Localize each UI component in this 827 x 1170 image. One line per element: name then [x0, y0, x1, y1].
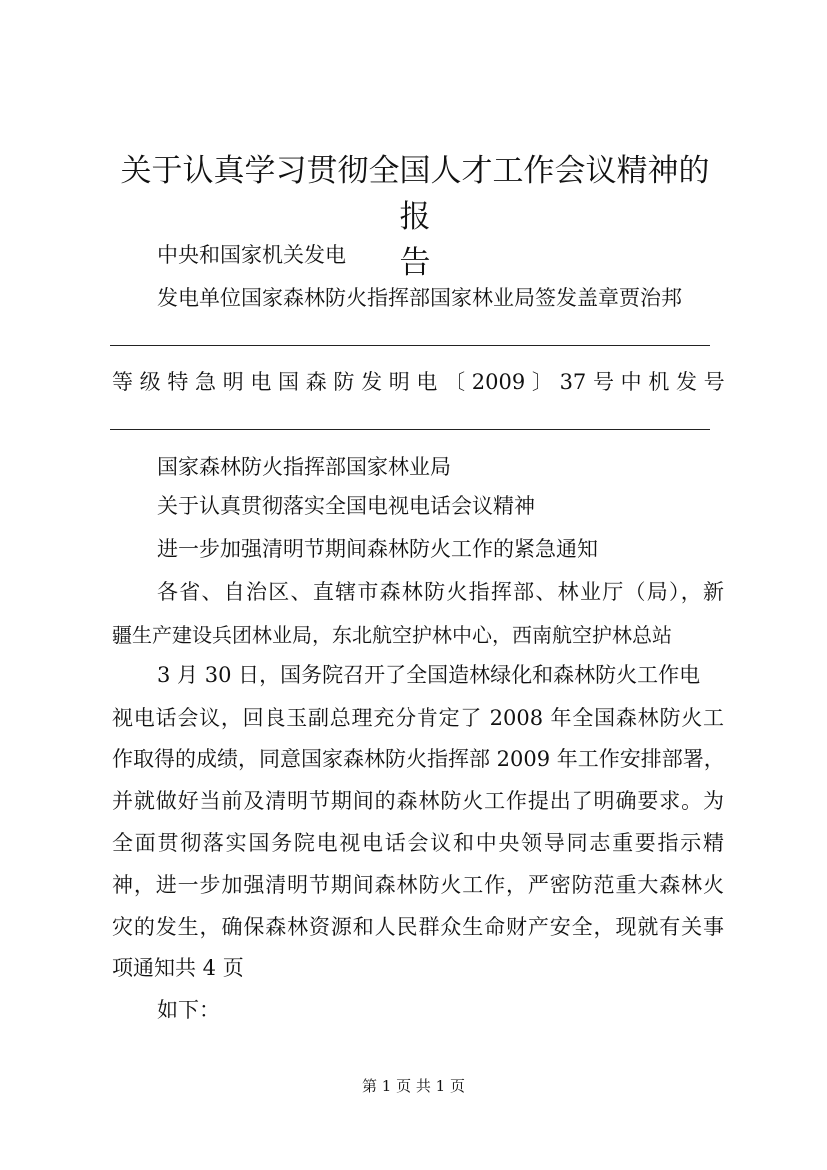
telegram-type: 中央和国家机关发电: [157, 243, 346, 267]
body-line-9: 如下：: [157, 998, 220, 1022]
urgency-line: 等 级 特 急 明 电 国 森 防 发 明 电 〔 2009 〕 37 号 中 机 发 号: [112, 370, 725, 394]
divider-top: [110, 345, 710, 346]
divider-bottom: [110, 429, 710, 430]
sender-info: 发电单位国家森林防火指挥部国家林业局签发盖章贾治邦: [157, 286, 682, 310]
body-line-1: 3 月 30 日，国务院召开了全国造林绿化和森林防火工作电: [157, 663, 701, 687]
body-line-6: 神，进一步加强清明节期间森林防火工作，严密防范重大森林火: [112, 873, 724, 897]
addressee-line-1: 各省、自治区、直辖市森林防火指挥部、林业厅（局），新: [157, 580, 724, 604]
body-line-2: 视电话会议，回良玉副总理充分肯定了 2008 年全国森林防火工: [112, 706, 724, 730]
body-line-4: 并就做好当前及清明节期间的森林防火工作提出了明确要求。为: [112, 789, 724, 813]
notice-subject-1: 关于认真贯彻落实全国电视电话会议精神: [157, 494, 535, 518]
body-line-3: 作取得的成绩，同意国家森林防火指挥部 2009 年工作安排部署，: [112, 747, 725, 771]
page-footer: 第 1 页 共 1 页: [362, 1077, 465, 1095]
body-line-7: 灾的发生，确保森林资源和人民群众生命财产安全，现就有关事: [112, 915, 724, 939]
addressee-line-2: 疆生产建设兵团林业局，东北航空护林中心，西南航空护林总站: [112, 623, 672, 647]
body-line-8: 项通知共 4 页: [112, 956, 244, 980]
title-line-2: 告: [399, 245, 431, 281]
body-line-5: 全面贯彻落实国务院电视电话会议和中央领导同志重要指示精: [112, 831, 724, 855]
title-line-1: 关于认真学习贯彻全国人才工作会议精神的报: [120, 153, 710, 235]
issuing-org: 国家森林防火指挥部国家林业局: [157, 455, 451, 479]
notice-subject-2: 进一步加强清明节期间森林防火工作的紧急通知: [157, 537, 598, 561]
